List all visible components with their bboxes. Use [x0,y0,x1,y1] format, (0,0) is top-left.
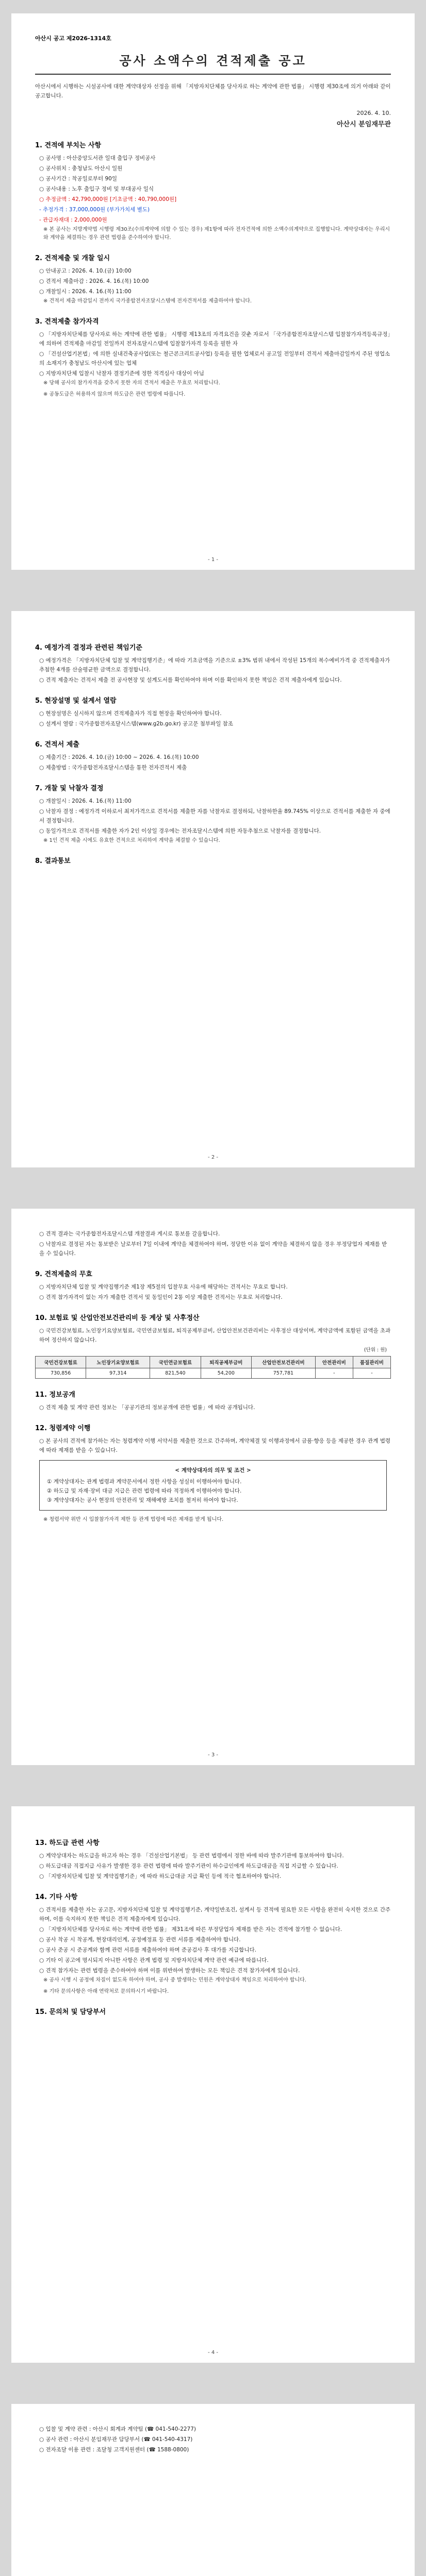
s14-red-note: ※ 공사 시행 시 공정에 차질이 없도록 하여야 하며, 공사 중 발생하는 민원은 계약상대자 책임으로 처리하여야 합니다. [43,1977,306,1983]
s13-item: ○ 하도급대금 직접지급 사유가 발생한 경우 관련 법령에 따라 발주기관이 하수급인에게 하도급대금을 직접 지급할 수 있습니다. [39,1863,338,1869]
page-1 [11,13,415,570]
s10-item: ○ 국민건강보험료, 노인장기요양보험료, 국민연금보험료, 퇴직공제부금비, 산업안전보건관리비는 사후정산 대상이며, 계약금액에 포함된 금액을 초과하여 정산하지 않습니다. [39,1328,391,1343]
page-number: - 1 - [208,557,218,563]
s2-note: ※ 견적서 제출 마감일시 전까지 국가종합전자조달시스템에 전자견적서를 제출하여야 합니다. [43,298,252,304]
s6-item: ○ 제출기간 : 2026. 4. 10.(금) 10:00 ~ 2026. 4. 16.(목) 10:00 [39,754,199,760]
issuing-organization: 아산시 분임재무관 [337,121,391,128]
table-unit: (단위 : 원) [364,1347,387,1353]
obligation-box [39,1460,387,1511]
s4-item: ○ 예정가격은 「지방자치단체 입찰 및 계약집행기준」에 따라 기초금액을 기준으로 ±3% 범위 내에서 작성된 15개의 복수예비가격 중 견적제출자가 추첨한 4개를 산술평균한 금액으로 결정합니다. [39,657,390,673]
table-header-cell: 산업안전보건관리비 [252,1357,316,1368]
s8-item: ○ 견적 결과는 국가종합전자조달시스템 개찰결과 게시로 통보를 갈음합니다. [39,1231,220,1237]
s2-item: ○ 개찰일시 : 2026. 4. 16.(목) 11:00 [39,289,132,295]
page-number: - 3 - [208,1752,218,1758]
section-13-title: 13. 하도급 관련 사항 [35,1839,100,1847]
table-cell: - [353,1368,390,1379]
s1-item: ○ 공사기간 : 착공일로부터 90일 [39,176,117,182]
section-15-title: 15. 문의처 및 담당부서 [35,2008,106,2016]
s7-item: ○ 동일가격으로 견적서를 제출한 자가 2인 이상일 경우에는 전자조달시스템에 의한 자동추첨으로 낙찰자를 결정합니다. [39,828,321,834]
s14-item: ○ 견적서를 제출한 자는 공고문, 지방자치단체 입찰 및 계약집행기준, 계약일반조건, 설계서 등 견적에 필요한 모든 사항을 완전히 숙지한 것으로 간주하며, 이를 숙지하지 못한 책임은 견적 제출자에게 있습니다. [39,1907,391,1922]
box-line: ③ 계약상대자는 공사 현장의 안전관리 및 재해예방 조치를 철저히 하여야 합니다. [47,1497,238,1503]
section-6-title: 6. 견적서 제출 [35,741,79,749]
s2-item: ○ 안내공고 : 2026. 4. 10.(금) 10:00 [39,268,132,274]
s15-item: ○ 입찰 및 계약 관련 : 아산시 회계과 계약팀 (☎ 041-540-2277) [39,2426,196,2432]
s8-item: ○ 낙찰자로 결정된 자는 통보받은 날로부터 7일 이내에 계약을 체결하여야 하며, 정당한 이유 없이 계약을 체결하지 않을 경우 부정당업자 제재를 받을 수 있습니다. [39,1241,387,1257]
s3-item: ○ 「지방자치단체를 당사자로 하는 계약에 관한 법률」 시행령 제13조의 자격요건을 갖춘 자로서 「국가종합전자조달시스템 입찰참가자격등록규정」에 의하여 견적제출 마감일 전일까지 전자조달시스템에 입찰참가자격 등록을 필한 자 [39,331,390,347]
section-2-title: 2. 견적제출 및 개찰 일시 [35,255,110,262]
section-4-title: 4. 예정가격 결정과 관련된 책임기준 [35,644,142,652]
s13-item: ○ 「지방자치단체 입찰 및 계약집행기준」에 따라 하도급대금 지급 확인 등에 적극 협조하여야 합니다. [39,1873,282,1879]
page-2 [11,611,415,1167]
page-5 [11,2404,415,2576]
s14-item: ○ 기타 이 공고에 명시되지 아니한 사항은 관계 법령 및 지방자치단체 계약 관련 예규에 따릅니다. [39,1957,269,1963]
s1-item: ○ 공사위치 : 충청남도 아산시 일원 [39,165,123,172]
s13-item: ○ 계약상대자는 하도급을 하고자 하는 경우 「건설산업기본법」 등 관련 법령에서 정한 바에 따라 발주기관에 통보하여야 합니다. [39,1853,344,1859]
s3-item: ○ 「건설산업기본법」에 의한 실내건축공사업(또는 철근콘크리트공사업) 등록을 필한 업체로서 공고일 전일부터 견적서 제출마감일까지 주된 영업소의 소재지가 충청남도 아산시에 있는 업체 [39,351,390,366]
s5-item: ○ 설계서 열람 : 국가종합전자조달시스템(www.g2b.go.kr) 공고문 첨부파일 참조 [39,721,233,727]
page-number: - 2 - [208,1155,218,1160]
table-cell: 97,314 [86,1368,150,1379]
page-3 [11,1209,415,1765]
table-header-cell: 품질관리비 [353,1357,390,1368]
section-7-title: 7. 개찰 및 낙찰자 결정 [35,785,104,792]
table-cell: - [315,1368,353,1379]
table-row [36,1368,391,1379]
box-title: < 계약상대자의 의무 및 조건 > [175,1467,251,1473]
budget-line: ○ 추정금액 : 42,790,000원 [기초금액 : 40,790,000원] [39,196,177,202]
s6-item: ○ 제출방법 : 국가종합전자조달시스템을 통한 전자견적서 제출 [39,765,187,771]
table-cell: 54,200 [201,1368,251,1379]
intro-paragraph: 아산시에서 시행하는 시설공사에 대한 계약대상자 선정을 위해 「지방자치단체를 당사자로 하는 계약에 관한 법률」 시행령 제30조에 의거 아래와 같이 공고합니다. [35,83,391,99]
s9-item: ○ 지방자치단체 입찰 및 계약집행기준 제1장 제5절의 입찰무효 사유에 해당하는 견적서는 무효로 합니다. [39,1284,288,1290]
table-cell: 821,540 [150,1368,201,1379]
table-header-cell: 퇴직공제부금비 [201,1357,251,1368]
s11-item: ○ 견적 제출 및 계약 관련 정보는 「공공기관의 정보공개에 관한 법률」에 따라 공개됩니다. [39,1404,255,1411]
s1-note: ※ 본 공사는 지방계약법 시행령 제30조(수의계약에 의할 수 있는 경우) 제1항에 따라 전자견적에 의한 소액수의계약으로 집행합니다. 계약상대자는 우리시와 계약을 체결하는 경우 관련 법령을 준수하여야 합니다. [43,227,390,241]
s14-item: ○ 공사 착공 시 착공계, 현장대리인계, 공정예정표 등 관련 서류를 제출하여야 합니다. [39,1937,241,1943]
s5-item: ○ 현장설명은 실시하지 않으며 견적제출자가 직접 현장을 확인하여야 합니다. [39,710,222,717]
section-14-title: 14. 기타 사항 [35,1893,78,1901]
box-line: ② 하도급 및 자재·장비 대금 지급은 관련 법령에 따라 적정하게 이행하여야 합니다. [47,1488,242,1494]
s15-item: ○ 전자조달 이용 관련 : 조달청 고객지원센터 (☎ 1588-0800) [39,2447,189,2453]
budget-note: - 관급자재대 : 2,000,000원 [39,217,107,223]
s14-item: ○ 공사 준공 시 준공계와 함께 관련 서류를 제출하여야 하며 준공검사 후 대가를 지급합니다. [39,1947,257,1953]
s14-note: ※ 기타 문의사항은 아래 연락처로 문의하시기 바랍니다. [43,1989,169,1994]
table-cell: 730,856 [36,1368,86,1379]
s7-item: ○ 낙찰자 결정 : 예정가격 이하로서 최저가격으로 견적서를 제출한 자를 낙찰자로 결정하되, 낙찰하한율 89.745% 이상으로 견적서를 제출한 자 중에서 결정합니다. [39,808,390,824]
section-11-title: 11. 정보공개 [35,1391,75,1399]
s14-item: ○ 「지방자치단체를 당사자로 하는 계약에 관한 법률」 제31조에 따른 부정당업자 제재를 받은 자는 견적에 참가할 수 없습니다. [39,1926,342,1933]
notice-number: 아산시 공고 제2026-1314호 [35,35,111,42]
section-12-title: 12. 청렴계약 이행 [35,1425,91,1432]
section-1-title: 1. 견적에 부치는 사항 [35,142,102,149]
box-line: ① 계약상대자는 관계 법령과 계약문서에서 정한 사항을 성실히 이행하여야 합니다. [47,1479,242,1485]
s15-item: ○ 공사 관련 : 아산시 분임재무관 담당부서 (☎ 041-540-4317) [39,2436,193,2443]
s1-item: ○ 공사내용 : 노후 출입구 정비 및 부대공사 일식 [39,186,154,192]
s12-note: ※ 청렴서약 위반 시 입찰참가자격 제한 등 관계 법령에 따른 제재를 받게 됩니다. [43,1517,224,1522]
table-header-cell: 국민연금보험료 [150,1357,201,1368]
s4-item: ○ 견적 제출자는 견적서 제출 전 공사현장 및 설계도서를 확인하여야 하며 이를 확인하지 못한 책임은 견적 제출자에게 있습니다. [39,677,342,683]
s7-item: ○ 개찰일시 : 2026. 4. 16.(목) 11:00 [39,798,132,804]
s3-blue-note: ※ 공동도급은 허용하지 않으며 하도급은 관련 법령에 따릅니다. [43,392,186,397]
page-4 [11,1806,415,2363]
table-cell: 757,781 [252,1368,316,1379]
table-header-row [36,1357,391,1368]
s7-note: ※ 1인 견적 제출 시에도 유효한 견적으로 처리하여 계약을 체결할 수 있습니다. [43,838,220,843]
table-header-cell: 노인장기요양보험료 [86,1357,150,1368]
s14-item: ○ 견적 참가자는 관련 법령을 준수하여야 하며 이를 위반하여 발생하는 모든 책임은 견적 참가자에게 있습니다. [39,1968,300,1974]
notice-date: 2026. 4. 10. [356,110,391,116]
page-number: - 4 - [208,2350,218,2355]
section-5-title: 5. 현장설명 및 설계서 열람 [35,697,117,705]
budget-note: - 추정가격 : 37,000,000원 (부가가치세 별도) [39,207,150,213]
insurance-table [35,1356,391,1379]
s12-item: ○ 본 공사의 견적에 참가하는 자는 청렴계약 이행 서약서를 제출한 것으로 간주하며, 계약체결 및 이행과정에서 금품·향응 등을 제공한 경우 관계 법령에 따라 제재를 받을 수 있습니다. [39,1438,391,1453]
table-header-cell: 안전관리비 [315,1357,353,1368]
s1-item: ○ 공사명 : 아산중앙도서관 일대 출입구 정비공사 [39,155,156,161]
s9-item: ○ 견적 참가자격이 없는 자가 제출한 견적서 및 동일인이 2통 이상 제출한 견적서는 무효로 처리합니다. [39,1294,283,1300]
section-9-title: 9. 견적제출의 무효 [35,1270,92,1278]
s3-item: ○ 지방자치단체 입찰시 낙찰자 결정기준에 정한 적격심사 대상이 아님 [39,370,204,377]
document-title: 공사 소액수의 견적제출 공고 [35,50,391,75]
section-10-title: 10. 보험료 및 산업안전보건관리비 등 계상 및 사후정산 [35,1314,200,1322]
s2-item: ○ 견적서 제출마감 : 2026. 4. 16.(목) 10:00 [39,278,149,284]
section-3-title: 3. 견적제출 참가자격 [35,318,99,326]
s3-red-note: ※ 당해 공사의 참가자격을 갖추지 못한 자의 견적서 제출은 무효로 처리합니다. [43,380,220,386]
section-8-title: 8. 결과통보 [35,857,71,865]
table-header-cell: 국민건강보험료 [36,1357,86,1368]
